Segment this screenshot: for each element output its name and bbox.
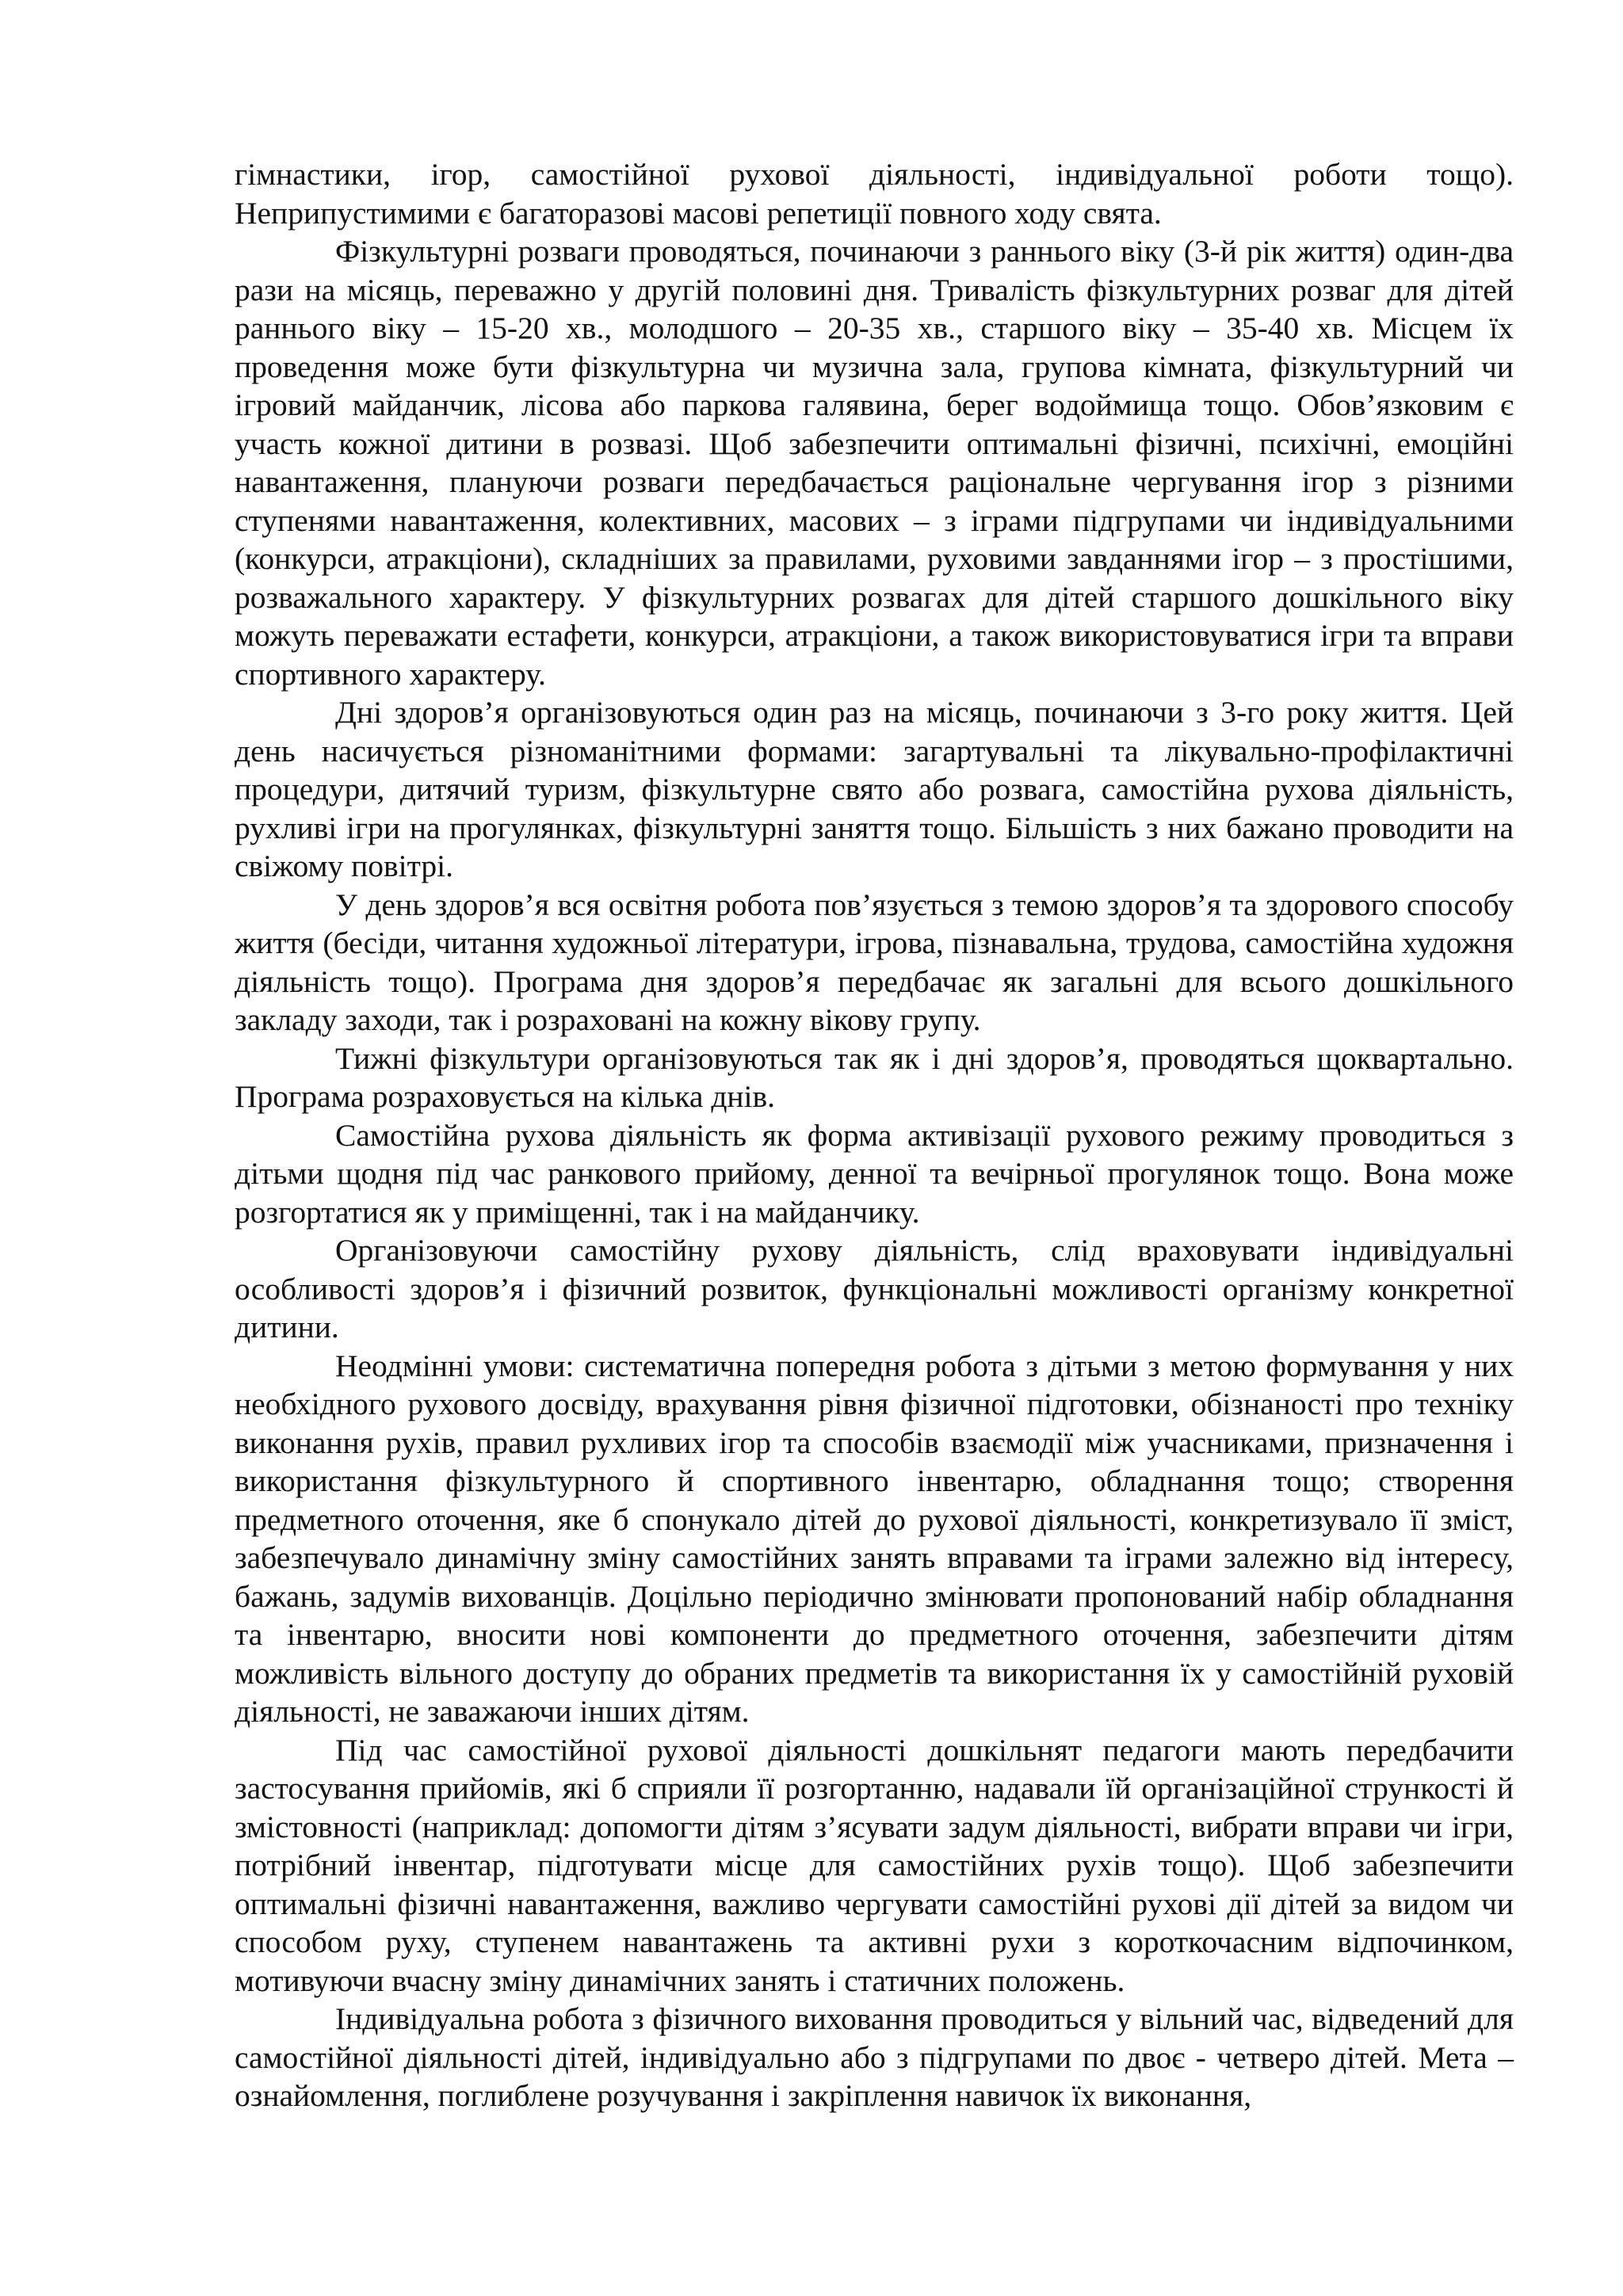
paragraph: Під час самостійної рухової діяльності дошкільнят педагоги мають передбачити застосування прийомів, які б сприяли її розгортанню, надавали їй організаційної стрункості й змістовності (наприклад: допомогти дітям з’ясувати задум діяльності, вибрати вправи чи ігри, потрібний інвентар, підготувати місце для самостійних рухів тощо). Щоб забезпечити оптимальні фізичні навантаження, важливо чергувати самостійні рухові дії дітей за видом чи способом руху, ступенем навантажень та активні рухи з короткочасним відпочинком, мотивуючи вчасну зміну динамічних занять і статичних положень. <box>235 1732 1514 1998</box>
paragraph: Організовуючи самостійну рухову діяльність, слід враховувати індивідуальні особливості здоров’я і фізичний розвиток, функціональні можливості організму конкретної дитини. <box>235 1233 1514 1344</box>
paragraph: Індивідуальна робота з фізичного виховання проводиться у вільний час, відведений для самостійної діяльності дітей, індивідуально або з підгрупами по двоє - четверо дітей. Мета – ознайомлення, поглиблене розучування і закріплення навичок їх виконання, <box>235 2001 1514 2113</box>
paragraph: Самостійна рухова діяльність як форма активізації рухового режиму проводиться з дітьми щодня під час ранкового прийому, денної та вечірньої прогулянок тощо. Вона може розгортатися як у приміщенні, так і на майданчику. <box>235 1117 1514 1230</box>
paragraph: гімнастики, ігор, самостійної рухової діяльності, індивідуальної роботи тощо). Неприпустимими є багаторазові масові репетиції повного ходу свята. <box>235 157 1514 231</box>
paragraph: Тижні фізкультури організовуються так як і дні здоров’я, проводяться щоквартально. Програма розраховується на кілька днів. <box>235 1040 1514 1114</box>
paragraph: У день здоров’я вся освітня робота пов’язується з темою здоров’я та здорового способу життя (бесіди, читання художньої літератури, ігрова, пізнавальна, трудова, самостійна художня діяльність тощо). Програма дня здоров’я передбачає як загальні для всього дошкільного закладу заходи, так і розраховані на кожну вікову групу. <box>235 887 1514 1037</box>
paragraph: Дні здоров’я організовуються один раз на місяць, починаючи з 3-го року життя. Цей день насичується різноманітними формами: загартувальні та лікувально-профілактичні процедури, дитячий туризм, фізкультурне свято або розвага, самостійна рухова діяльність, рухливі ігри на прогулянках, фізкультурні заняття тощо. Більшість з них бажано проводити на свіжому повітрі. <box>235 695 1514 883</box>
paragraph: Неодмінні умови: систематична попередня робота з дітьми з метою формування у них необхідного рухового досвіду, врахування рівня фізичної підготовки, обізнаності про техніку виконання рухів, правил рухливих ігор та способів взаємодії між учасниками, призначення і використання фізкультурного й спортивного інвентарю, обладнання тощо; створення предметного оточення, яке б спонукало дітей до рухової діяльності, конкретизувало її зміст, забезпечувало динамічну зміну самостійних занять вправами та іграми залежно від інтересу, бажань, задумів вихованців. Доцільно періодично змінювати пропонований набір обладнання та інвентарю, вносити нові компоненти до предметного оточення, забезпечити дітям можливість вільного доступу до обраних предметів та використання їх у самостійній руховій діяльності, не заважаючи інших дітям. <box>235 1348 1514 1729</box>
document-page <box>235 155 1514 2115</box>
paragraph: Фізкультурні розваги проводяться, починаючи з раннього віку (3-й рік життя) один-два рази на місяць, переважно у другій половині дня. Тривалість фізкультурних розваг для дітей раннього віку – 15-20 хв., молодшого – 20-35 хв., старшого віку – 35-40 хв. Місцем їх проведення може бути фізкультурна чи музична зала, групова кімната, фізкультурний чи ігровий майданчик, лісова або паркова галявина, берег водоймища тощо. Обов’язковим є участь кожної дитини в розвазі. Щоб забезпечити оптимальні фізичні, психічні, емоційні навантаження, плануючи розваги передбачається раціональне чергування ігор з різними ступенями навантаження, колективних, масових – з іграми підгрупами чи індивідуальними (конкурси, атракціони), складніших за правилами, руховими завданнями ігор – з простішими, розважального характеру. У фізкультурних розвагах для дітей старшого дошкільного віку можуть переважати естафети, конкурси, атракціони, а також використовуватися ігри та вправи спортивного характеру. <box>235 234 1514 692</box>
